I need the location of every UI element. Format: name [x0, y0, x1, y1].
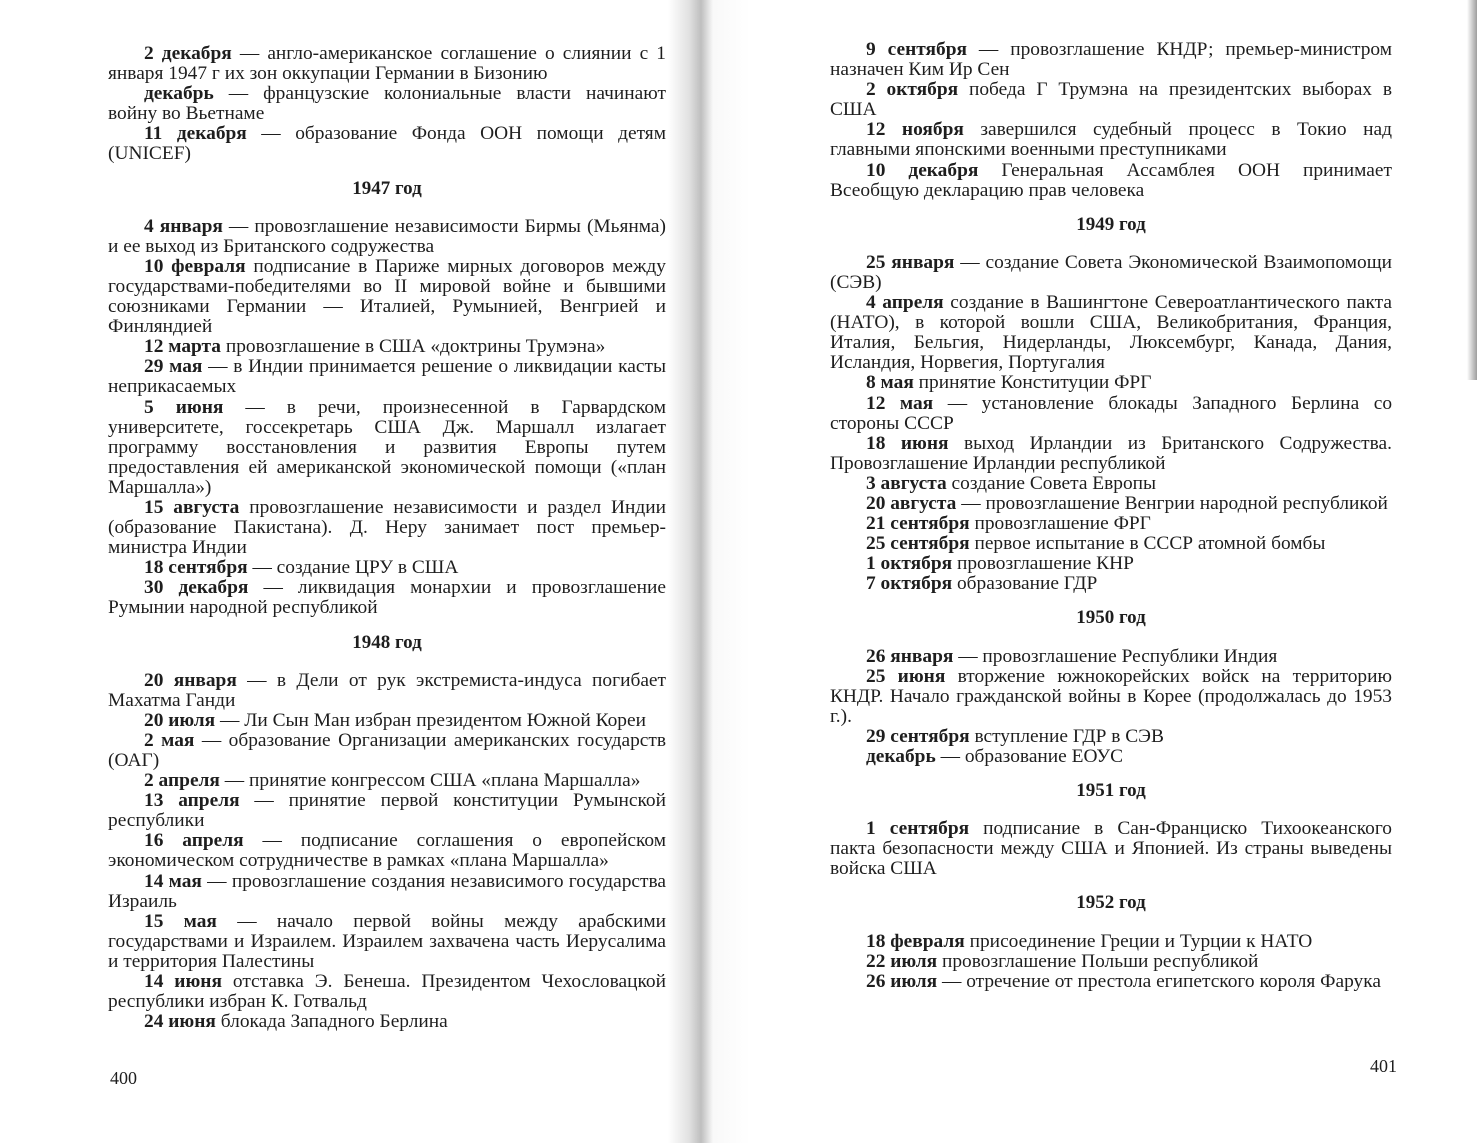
chronology-entry: [108, 337, 666, 357]
entry-date: 25 июня: [866, 665, 946, 687]
entry-text: первое испытание в СССР атомной бомбы: [969, 533, 1326, 555]
entry-date: 30 декабря: [144, 577, 249, 599]
book-gutter-shadow: [668, 0, 818, 1143]
chronology-entry: [830, 494, 1392, 514]
entry-text: — создание ЦРУ в США: [247, 557, 459, 579]
entry-text: создание Совета Европы: [946, 472, 1157, 494]
entry-date: 22 июля: [866, 950, 938, 972]
year-heading: 1947 год: [352, 177, 422, 199]
entry-date: 18 февраля: [866, 930, 965, 952]
entry-date: 11 декабря: [144, 123, 247, 145]
chronology-entry: [830, 293, 1392, 373]
entry-date: 20 января: [144, 669, 237, 691]
chronology-entry: [108, 257, 666, 337]
entry-text: — провозглашение Республики Индия: [953, 645, 1278, 667]
chronology-entry: [108, 671, 666, 711]
entry-text: — начало первой войны между арабскими государствами и Израилем. Израилем захвачена часть Иерусалима и территория Палестины: [108, 910, 667, 972]
entry-date: 18 сентября: [144, 557, 248, 579]
year-heading: 1950 год: [1076, 607, 1146, 629]
chronology-entry: [830, 394, 1392, 434]
chronology-entry: [108, 771, 666, 791]
chronology-entry: [108, 357, 666, 397]
entry-date: 2 мая: [144, 729, 195, 751]
entry-date: 10 февраля: [144, 255, 246, 277]
entry-date: 3 августа: [866, 472, 947, 494]
entry-date: 2 декабря: [144, 43, 232, 64]
entry-text: — отречение от престола египетского короля Фарука: [937, 970, 1381, 992]
chronology-entry: [830, 647, 1392, 667]
chronology-entry: [108, 1012, 666, 1032]
chronology-entry: [108, 558, 666, 578]
entry-text: — принятие первой конституции Румынской республики: [108, 790, 666, 832]
entry-date: 24 июня: [144, 1011, 216, 1033]
entry-date: 13 апреля: [144, 790, 240, 812]
chronology-entry: [108, 791, 666, 831]
chronology-entry: [830, 253, 1392, 293]
entry-date: 4 апреля: [866, 292, 944, 314]
year-heading: 1951 год: [1076, 780, 1146, 802]
right-page-number: 401: [1370, 1056, 1397, 1076]
chronology-entry: [830, 534, 1392, 554]
entry-date: 4 января: [144, 215, 223, 237]
chronology-entry: [108, 912, 666, 972]
chronology-entry: [830, 819, 1392, 879]
entry-date: 8 мая: [866, 372, 914, 394]
left-page-text: [108, 44, 666, 1032]
entry-text: провозглашение Польши республикой: [937, 950, 1259, 972]
left-page-number: 400: [110, 1068, 137, 1088]
chronology-entry: [830, 514, 1392, 534]
chronology-entry: [830, 40, 1392, 80]
chronology-entry: [830, 474, 1392, 494]
entry-text: провозглашение независимости и раздел Индии (образование Пакистана). Д. Неру занимает пост премьер-министра Индии: [108, 496, 666, 559]
chronology-entry: [830, 161, 1392, 201]
entry-text: — образование Фонда ООН помощи детям (UNICEF): [108, 123, 666, 165]
entry-text: — подписание соглашения о европейском экономическом сотрудничестве в рамках «плана Маршалла»: [108, 830, 666, 872]
entry-date: 5 июня: [144, 396, 224, 418]
entry-text: — провозглашение независимости Бирмы (Мьянма) и ее выход из Британского содружества: [108, 215, 666, 257]
year-heading: 1948 год: [352, 631, 422, 653]
chronology-entry: [830, 747, 1392, 767]
entry-date: 25 января: [866, 251, 955, 273]
entry-text: провозглашение в США «доктрины Трумэна»: [221, 336, 606, 358]
right-page-text: [830, 40, 1392, 992]
chronology-entry: [108, 124, 666, 164]
entry-text: провозглашение КНР: [952, 553, 1134, 575]
entry-text: вступление ГДР в СЭВ: [969, 725, 1164, 747]
entry-date: 15 мая: [144, 910, 217, 932]
entry-date: 12 мая: [866, 392, 934, 414]
entry-text: блокада Западного Берлина: [215, 1011, 448, 1033]
entry-text: — провозглашение Венгрии народной республикой: [956, 492, 1388, 514]
entry-date: 2 апреля: [144, 770, 220, 792]
entry-text: — в Индии принимается решение о ликвидации касты неприкасаемых: [108, 356, 667, 398]
entry-text: принятие Конституции ФРГ: [913, 372, 1152, 394]
entry-text: провозглашение ФРГ: [969, 513, 1151, 535]
chronology-entry: [108, 831, 666, 871]
chronology-entry: [830, 574, 1392, 594]
entry-date: декабрь: [144, 83, 214, 105]
chronology-entry: [108, 872, 666, 912]
entry-date: 1 сентября: [866, 818, 970, 840]
chronology-entry: [108, 711, 666, 731]
chronology-entry: [830, 80, 1392, 120]
chronology-entry: [108, 578, 666, 618]
entry-date: 10 декабря: [866, 159, 979, 181]
entry-date: 1 октября: [866, 553, 953, 575]
entry-date: 29 мая: [144, 356, 203, 378]
entry-text: — образование Организации американских государств (ОАГ): [108, 729, 667, 771]
entry-date: 7 октября: [866, 573, 953, 595]
entry-text: отставка Э. Бенеша. Президентом Чехословацкой республики избран К. Готвальд: [108, 971, 666, 1013]
entry-text: — установление блокады Западного Берлина со стороны СССР: [830, 392, 1393, 434]
entry-text: — Ли Сын Ман избран президентом Южной Кореи: [215, 709, 646, 731]
year-heading: 1949 год: [1076, 213, 1146, 235]
chronology-entry: [830, 434, 1392, 474]
entry-date: 2 октября: [866, 79, 959, 101]
chronology-entry: [830, 952, 1392, 972]
entry-date: 12 марта: [144, 336, 221, 358]
entry-text: Генеральная Ассамблея ООН принимает Всеобщую декларацию прав человека: [830, 159, 1392, 201]
entry-text: выход Ирландии из Британского Содружества. Провозглашение Ирландии республикой: [830, 432, 1392, 474]
entry-date: 25 сентября: [866, 533, 970, 555]
entry-text: подписание в Сан-Франциско Тихоокеанского пакта безопасности между США и Японией. Из страны выведены войска США: [830, 818, 1392, 880]
entry-date: 26 января: [866, 645, 954, 667]
entry-date: 9 сентября: [866, 39, 967, 60]
entry-text: — принятие конгрессом США «плана Маршалла»: [219, 770, 641, 792]
entry-text: присоединение Греции и Турции к НАТО: [964, 930, 1313, 952]
entry-date: 12 ноября: [866, 119, 964, 141]
page-edge-shadow: [1467, 0, 1477, 380]
entry-date: 21 сентября: [866, 513, 970, 535]
chronology-entry: [108, 217, 666, 257]
chronology-entry: [108, 84, 666, 124]
entry-text: — образование ЕОУС: [935, 746, 1124, 767]
chronology-entry: [108, 398, 666, 498]
chronology-entry: [830, 667, 1392, 727]
chronology-entry: [830, 554, 1392, 574]
entry-date: 20 июля: [144, 709, 216, 731]
entry-text: — провозглашение КНДР; премьер-министром назначен Ким Ир Сен: [830, 39, 1392, 81]
year-heading: 1952 год: [1076, 892, 1146, 914]
entry-date: 20 августа: [866, 492, 957, 514]
entry-text: — в речи, произнесенной в Гарвардском университете, госсекретарь США Дж. Маршалл излагает программу восстановления и развития Европы путем предоставления ей американской экономической помощи («план Маршалла»): [108, 396, 666, 498]
entry-text: — провозглашение создания независимого государства Израиль: [108, 870, 667, 912]
chronology-entry: [830, 120, 1392, 160]
entry-text: подписание в Париже мирных договоров между государствами-победителями во II мировой войне и бывшими союзниками Германии — Италией, Румынией, Венгрией и Финляндией: [108, 255, 666, 338]
entry-date: 29 сентября: [866, 725, 970, 747]
entry-date: 14 мая: [144, 870, 202, 892]
chronology-entry: [830, 373, 1392, 393]
chronology-entry: [108, 731, 666, 771]
chronology-entry: [830, 727, 1392, 747]
entry-text: вторжение южнокорейских войск на территорию КНДР. Начало гражданской войны в Корее (продолжалась до 1953 г.).: [830, 665, 1392, 727]
entry-text: образование ГДР: [952, 573, 1098, 595]
entry-text: создание в Вашингтоне Североатлантического пакта (НАТО), в которой вошли США, Великобритания, Франция, Италия, Бельгия, Нидерланды, Люксембург, Канада, Дания, Исландия, Норвегия, Португалия: [830, 292, 1392, 374]
chronology-entry: [830, 972, 1392, 992]
entry-text: — ликвидация монархии и провозглашение Румынии народной республикой: [108, 577, 666, 619]
chronology-entry: [108, 44, 666, 84]
entry-text: — создание Совета Экономической Взаимопомощи (СЭВ): [830, 251, 1392, 293]
entry-date: декабрь: [866, 746, 936, 767]
entry-text: — в Дели от рук экстремиста-индуса погибает Махатма Ганди: [108, 669, 667, 711]
entry-date: 16 апреля: [144, 830, 244, 852]
entry-text: — англо-американское соглашение о слиянии с 1 января 1947 г их зон оккупации Германии в Бизонию: [108, 43, 666, 85]
entry-text: завершился судебный процесс в Токио над главными японскими военными преступниками: [830, 119, 1392, 161]
entry-date: 26 июля: [866, 970, 938, 992]
chronology-entry: [108, 498, 666, 558]
chronology-entry: [830, 932, 1392, 952]
entry-text: победа Г Трумэна на президентских выборах в США: [830, 79, 1392, 121]
entry-date: 15 августа: [144, 496, 240, 518]
entry-text: — французские колониальные власти начинают войну во Вьетнаме: [108, 83, 666, 125]
chronology-entry: [108, 972, 666, 1012]
entry-date: 18 июня: [866, 432, 949, 454]
entry-date: 14 июня: [144, 971, 222, 993]
